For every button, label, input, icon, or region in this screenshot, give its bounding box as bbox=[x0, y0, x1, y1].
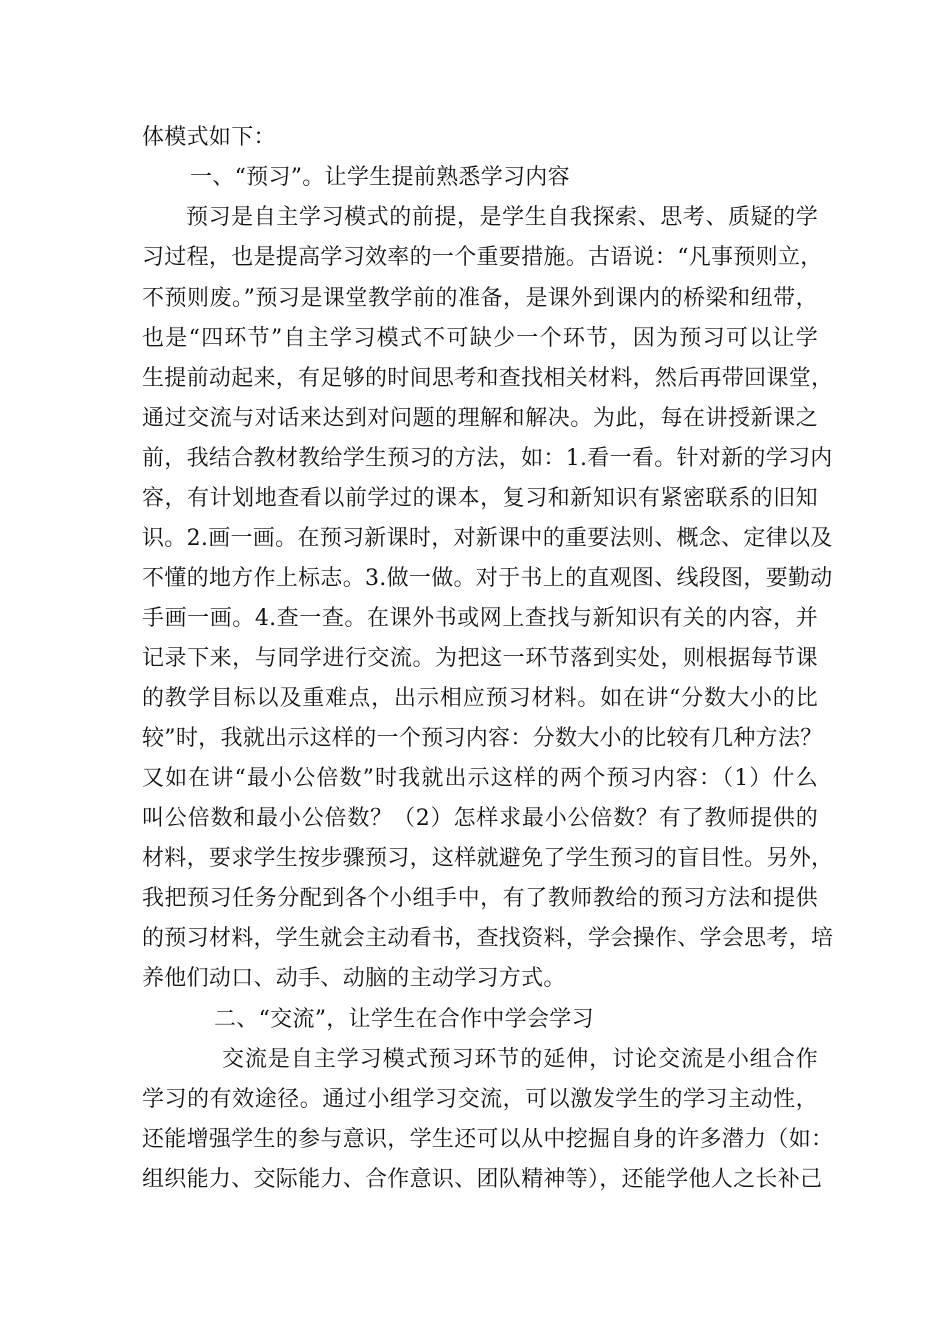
paragraph-line: 通过交流与对话来达到对问题的理解和解决。为此，每在讲授新课之 bbox=[142, 406, 818, 431]
paragraph-line: 又如在讲“最小公倍数”时我就出示这样的两个预习内容：（1）什么 bbox=[142, 766, 818, 791]
paragraph-line: 材料，要求学生按步骤预习，这样就避免了学生预习的盲目性。另外， bbox=[142, 846, 834, 871]
paragraph-line: 交流是自主学习模式预习环节的延伸，讨论交流是小组合作 bbox=[222, 1047, 818, 1072]
paragraph-line: 手画一画。4.查一查。在课外书或网上查找与新知识有关的内容，并 bbox=[142, 606, 818, 631]
paragraph-line: 容，有计划地查看以前学过的课本，复习和新知识有紧密联系的旧知 bbox=[142, 486, 818, 511]
paragraph-line: 不懂的地方作上标志。3.做一做。对于书上的直观图、线段图，要勤动 bbox=[142, 566, 833, 591]
section-heading: 二、“交流”，让学生在合作中学会学习 bbox=[214, 1007, 594, 1032]
paragraph-line: 还能增强学生的参与意识，学生还可以从中挖掘自身的许多潜力（如： bbox=[142, 1127, 834, 1152]
paragraph-line: 预习是自主学习模式的前提，是学生自我探索、思考、质疑的学 bbox=[186, 205, 818, 230]
paragraph-line: 不预则废。”预习是课堂教学前的准备，是课外到课内的桥梁和纽带， bbox=[142, 286, 818, 311]
paragraph-line: 的预习材料，学生就会主动看书，查找资料，学会操作、学会思考，培 bbox=[142, 926, 834, 951]
paragraph-line: 的教学目标以及重难点，出示相应预习材料。如在讲“分数大小的比 bbox=[142, 686, 818, 711]
paragraph-line: 也是“四环节”自主学习模式不可缺少一个环节，因为预习可以让学 bbox=[142, 326, 818, 351]
paragraph-line: 前，我结合教材教给学生预习的方法，如：1.看一看。针对新的学习内 bbox=[142, 446, 833, 471]
paragraph-line: 叫公倍数和最小公倍数？（2）怎样求最小公倍数？有了教师提供的 bbox=[142, 806, 818, 831]
paragraph-line: 识。2.画一画。在预习新课时，对新课中的重要法则、概念、定律以及 bbox=[142, 526, 833, 551]
paragraph-line: 记录下来，与同学进行交流。为把这一环节落到实处，则根据每节课 bbox=[142, 646, 818, 671]
text-line: 体模式如下： bbox=[142, 125, 276, 150]
paragraph-line: 我把预习任务分配到各个小组手中，有了教师教给的预习方法和提供 bbox=[142, 886, 818, 911]
section-heading: 一、“预习”。让学生提前熟悉学习内容 bbox=[190, 165, 570, 190]
paragraph-line: 较”时，我就出示这样的一个预习内容：分数大小的比较有几种方法？ bbox=[142, 726, 823, 751]
paragraph-line: 组织能力、交际能力、合作意识、团队精神等），还能学他人之长补己 bbox=[142, 1167, 823, 1192]
paragraph-line: 学习的有效途径。通过小组学习交流，可以激发学生的学习主动性， bbox=[142, 1087, 818, 1112]
paragraph-line: 习过程，也是提高学习效率的一个重要措施。古语说：“凡事预则立， bbox=[142, 245, 823, 270]
paragraph-line: 养他们动口、动手、动脑的主动学习方式。 bbox=[142, 966, 566, 991]
paragraph-line: 生提前动起来，有足够的时间思考和查找相关材料，然后再带回课堂， bbox=[142, 366, 834, 391]
